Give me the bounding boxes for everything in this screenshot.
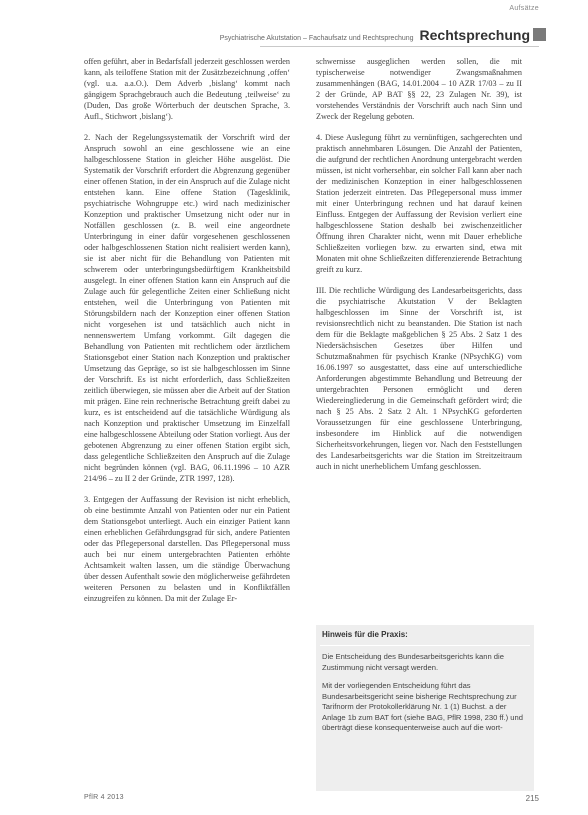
practice-note-paragraph: Die Entscheidung des Bundesarbeitsgerichts kann die Zustimmung nicht versagt werden. xyxy=(322,652,504,672)
text-column-right xyxy=(316,56,522,482)
header-divider xyxy=(260,46,539,47)
practice-note-box xyxy=(316,625,534,791)
page-header xyxy=(0,0,588,48)
page-number: 215 xyxy=(525,794,539,803)
paragraph: 3. Entgegen der Auffassung der Revision ist nicht erheblich, ob eine bestimmte Anzahl von Patienten oder nur ein Patient dem Stationsgebot unterliegt. Auch ein einziger Patient kann einen erheblichen Gefährdungsgrad für sich, andere Patienten oder das Pflegepersonal darstellen. Das Pflegepersonal muss auch bei nur einem untergebrachten Patienten erhöhte Achtsamkeit walten lassen, um die ständige Überwachung über dessen Aufenthalt sowie den möglicherweise gefährdeten weiteren Personen zu belasten und in Konfliktfällen einzugreifen zu können. Da mit der Zulage Er- xyxy=(84,495,290,603)
issue-label: PflR 4 2013 xyxy=(84,794,124,801)
practice-note-heading: Hinweis für die Praxis: xyxy=(320,629,530,646)
page-footer xyxy=(84,786,539,810)
text-column-left xyxy=(84,56,290,614)
running-title xyxy=(220,27,530,43)
paragraph: schwernisse ausgeglichen werden sollen, die mit typischerweise notwendiger Zwangsmaßnahmen zusammenhängen (BAG, 14.01.2004 – 10 AZR 17/03 – zu II 2 der Gründe, AP BAT §§ 22, 23 Zulagen Nr. 39), ist vorstehendes Verständnis der Vorschrift auch nach Sinn und Zweck der Regelung geboten. xyxy=(316,57,522,121)
section-title: Rechtsprechung xyxy=(419,27,530,43)
header-square-mark xyxy=(533,28,546,41)
paragraph: III. Die rechtliche Würdigung des Landesarbeitsgerichts, dass die psychiatrische Akutstation V der Beklagten halbgeschlossen im Sinne der Vorschrift ist, ist revisionsrechtlich nicht zu beanstanden. Die Station ist nach dem für die Beklagte maßgeblichen § 25 Abs. 2 Satz 1 des Niedersächsischen Gesetzes über Hilfen und Schutzmaßnahmen für psychisch Kranke (NPsychKG) vom 16.06.1997 so ausgestattet, dass eine auf unterschiedliche Anforderungen abgestimmte Behandlung und Betreuung der untergebrachten Personen ermöglicht und deren Wiedereingliederung in die Gemeinschaft gefördert wird; die nach § 25 Abs. 2 Satz 2 Alt. 1 NPsychKG geforderten Voraussetzungen für eine geschlossene Unterbringung, insbesondere im Hinblick auf die notwendigen Sicherheitsvorkehrungen, liegen vor. Nach den Feststellungen des Landesarbeitsgerichts war die Station im Streitzeitraum auch in nicht unerheblichem Umfang geschlossen. xyxy=(316,286,522,471)
practice-note-body xyxy=(320,652,530,734)
running-subtitle: Psychiatrische Akutstation – Fachaufsatz und Rechtsprechung xyxy=(219,35,414,42)
practice-note-paragraph: Mit der vorliegenden Entscheidung führt das Bundesarbeitsgericht seine bisherige Rechtsprechung zur Tarifnorm der Protokollerklärung Nr. 1 (1) Buchst. a der Anlage 1b zum BAT fort (siehe BAG, PflR 1998, 230 ff.) und überträgt diese konsequenterweise auch auf die wort- xyxy=(322,681,523,732)
paragraph: offen geführt, aber in Bedarfsfall jederzeit geschlossen werden kann, als teiloffene Station mit der Zusätzbezeichnung ‚offen‘ (vgl. u.a. a.a.O.). Dem Adverb ‚bislang‘ kommt nach gängigem Sprachgebrauch auch die Bedeutung ‚teilweise‘ zu (Duden, Das große Wörterbuch der deutschen Sprache, 3. Aufl., Stichwort ‚bislang‘). xyxy=(84,57,290,121)
paragraph: 4. Diese Auslegung führt zu vernünftigen, sachgerechten und praktisch annehmbaren Lösungen. Die Anzahl der Patienten, die aufgrund der rechtlichen Anordnung untergebracht werden müssen, ist nicht vorhersehbar, ein solcher Fall kann aber nach der medizinischen Konzeption in einer halbgeschlossenen Station jederzeit eintreten. Das Pflegepersonal muss immer mit einer Unterbringung rechnen und hat darauf keinen Einfluss. Entgegen der Auffassung der Revision verliert eine halbgeschlossene Station deshalb bei zwischenzeitlicher Öffnung ihren Charakter nicht, wenn mit Dauer erhebliche Schließzeiten vorliegen bzw. zu erwarten sind, etwa mit Monaten mit ohne Schließzeiten differenzierende Betrachtung greift zu kurz. xyxy=(316,133,522,274)
journal-label: Aufsätze xyxy=(509,5,539,12)
paragraph: 2. Nach der Regelungssystematik der Vorschrift wird der Anspruch sowohl an eine geschlossene wie an eine halbgeschlossene Station in gleicher Höhe ausgelöst. Die Systematik der Vorschrift erfordert die Abgrenzung gegenüber einer offenen Station, in der ein Anspruch auf die Zulage nicht entstehen kann. Eine offene Station (Tagesklinik, psychiatrische Wohngruppe etc.) wird nach medizinischer Konzeption und praktischer Umsetzung nicht oder nur in Notfällen geschlossen (z. B. weil eine angeordnete Unterbringung in einer dafür vorgesehenen geschlossenen oder halbgeschlossenen Station nicht realisiert werden kann), sie ist aber nicht für die Behandlung von Patienten mit schwerem oder unterbringungsbedürftigem Krankheitsbild ausgelegt. In einer offenen Station kann ein Anspruch auf die Zulage auch für gelegentliche Zeiten einer Schließung nicht entstehen, weil die Unterbringung von Patienten mit Störungsbildern nach der Konzeption einer offenen Station nicht vorgesehen ist und tatsächlich auch nicht in nennenswertem Umfang vorkommt. Gilt dagegen die Behandlung von Patienten mit rechtlichem oder ärztlichem Stationsgebot einer Station nach Konzeption und praktischer Umsetzung das Gepräge, so ist sie halbgeschlossen im Sinne der Vorschrift. Es ist nicht erforderlich, dass Schließzeiten zeitlich überwiegen, sie müssen aber die Arbeit auf der Station mit prägen. Eine rein rechnerische Betrachtung greift dabei zu kurz, es ist entscheidend auf die tatsächliche Würdigung als nach Konzeption und praktischer Umsetzung im Einzelfall eine halbgeschlossene Abteilung oder Station vorliegt. Aus der gebotenen Abgrenzung zu einer offenen Station ergibt sich, dass gelegentliche Schließzeiten den Anspruch auf die Zulage nicht begründen können (vgl. BAG, 06.11.1996 – 10 AZR 214/96 – zu II 2 der Gründe, ZTR 1997, 128). xyxy=(84,133,290,483)
